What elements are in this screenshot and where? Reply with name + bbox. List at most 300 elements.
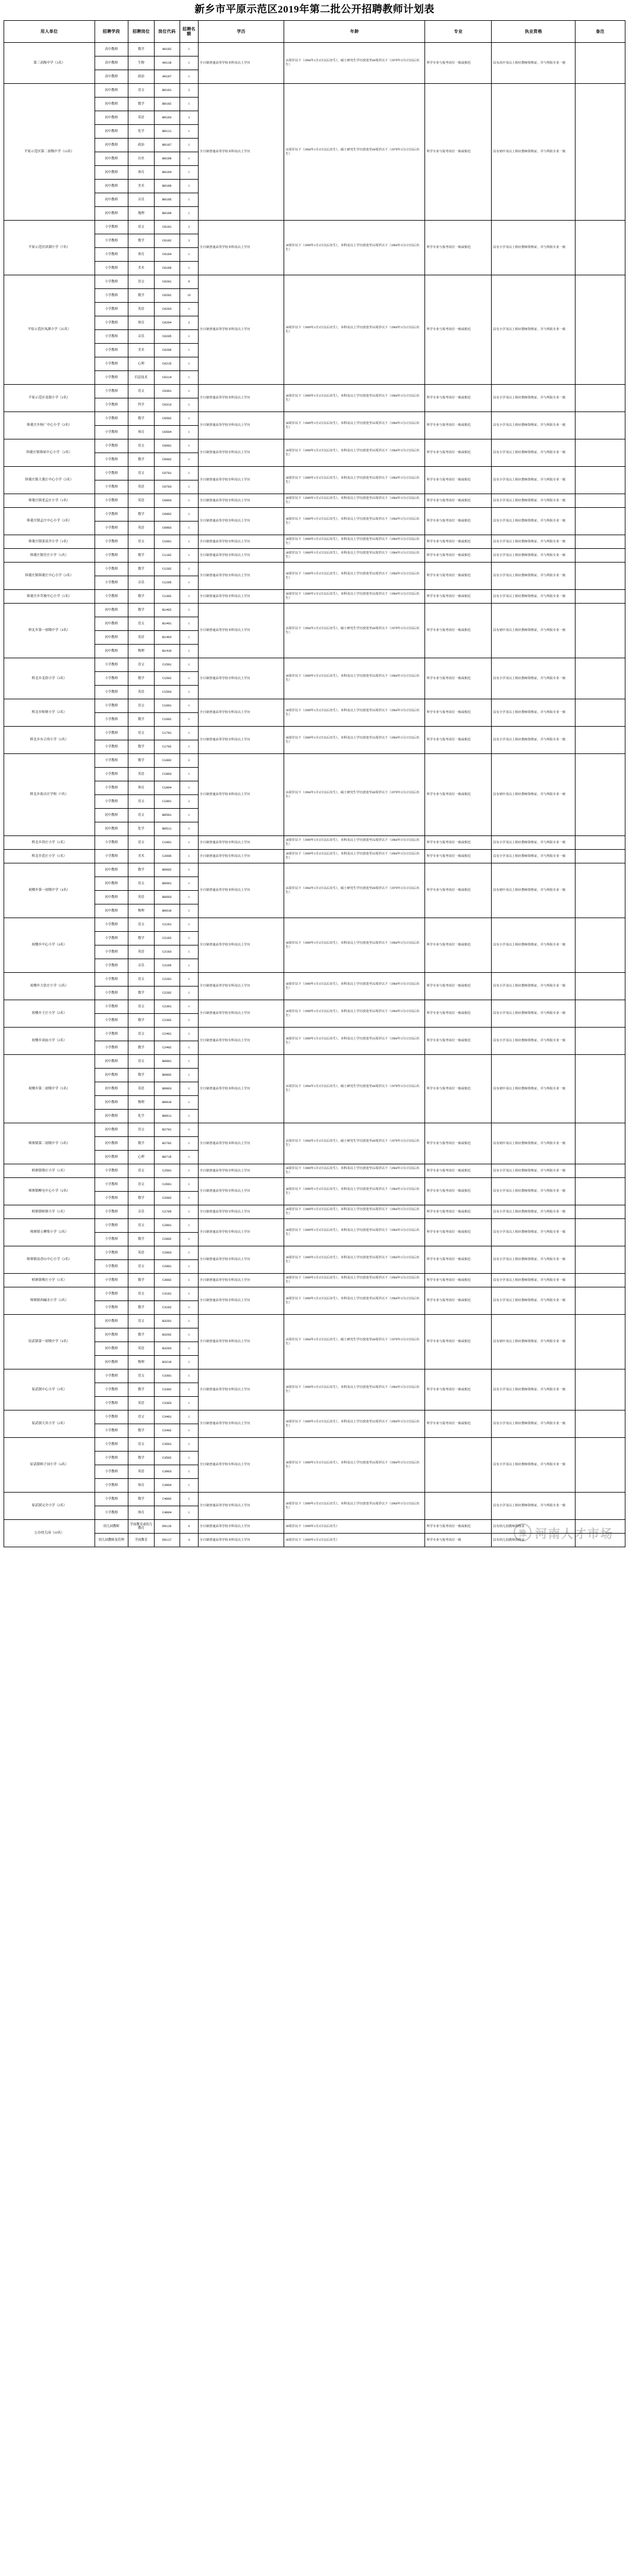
cell-note xyxy=(575,84,625,221)
cell-teaching-stage: 小学教师 xyxy=(95,262,128,275)
cell-position: 数学 xyxy=(128,1424,154,1438)
cell-certificate: 具有小学及以上相应教师资格证，并与所报专业一致 xyxy=(492,439,575,467)
cell-position: 英语 xyxy=(128,1082,154,1096)
cell-education: 全日制普通高等学校专科及以上学历 xyxy=(199,1520,284,1534)
cell-age: 30周岁以下（1989年1月1日以后出生），本科及以上学历放宽至35周岁以下（1984年1月1日以后出生） xyxy=(284,221,425,275)
cell-certificate: 具有高中及以上相应教师资格证，并与所报专业一致 xyxy=(492,43,575,84)
col-header-cert: 执业资格 xyxy=(492,21,575,43)
cell-position: 数学 xyxy=(128,508,154,522)
cell-position: 生物 xyxy=(128,56,154,70)
cell-teaching-stage: 初中教师 xyxy=(95,139,128,152)
cell-age: 30周岁以下（1989年1月1日以后出生），本科及以上学历放宽至35周岁以下（1984年1月1日以后出生） xyxy=(284,658,425,699)
table-row xyxy=(4,604,625,617)
cell-age: 35周岁以下（1984年1月1日以后出生），硕士研究生学历放宽至40周岁以下（1979年1月1日以后出生） xyxy=(284,1123,425,1164)
cell-position: 语文 xyxy=(128,385,154,398)
cell-position: 音乐 xyxy=(128,959,154,973)
cell-position: 英语 xyxy=(128,1397,154,1410)
table-row xyxy=(4,549,625,563)
cell-quota: 1 xyxy=(180,1493,198,1506)
cell-quota: 1 xyxy=(180,1260,198,1274)
watermark-brand: 河南人才市场 xyxy=(535,1527,614,1541)
cell-certificate: 具有小学及以上相应教师资格证，并与所报专业一致 xyxy=(492,1369,575,1410)
col-header-stage: 招聘学段 xyxy=(95,21,128,43)
cell-teaching-stage: 初中教师 xyxy=(95,1315,128,1328)
cell-position-code: C2903 xyxy=(154,1246,180,1260)
cell-age: 30周岁以下（1989年1月1日以后出生），本科及以上学历放宽至35周岁以下（1984年1月1日以后出生） xyxy=(284,563,425,590)
cell-education: 全日制普通高等学校专科及以上学历 xyxy=(199,918,284,973)
cell-position: 数学 xyxy=(128,549,154,563)
cell-position: 数学 xyxy=(128,604,154,617)
cell-position: 音乐 xyxy=(128,193,154,207)
cell-certificate: 具有小学及以上相应教师资格证，并与所报专业一致 xyxy=(492,221,575,275)
cell-major: 所学专业与报考岗位一致或相近 xyxy=(425,1028,492,1055)
table-row xyxy=(4,850,625,863)
cell-position: 英语 xyxy=(128,945,154,959)
cell-age: 30周岁以下（1989年1月1日以后出生），本科及以上学历放宽至35周岁以下（1984年1月1日以后出生） xyxy=(284,385,425,412)
cell-education: 全日制普通高等学校本科及以上学历 xyxy=(199,754,284,836)
cell-major: 所学专业与报考岗位一致或相近 xyxy=(425,84,492,221)
cell-position: 语文 xyxy=(128,439,154,453)
cell-teaching-stage: 小学教师 xyxy=(95,494,128,508)
cell-teaching-stage: 小学教师 xyxy=(95,1274,128,1287)
cell-employer-unit: 原武镇师子岗小学（4名） xyxy=(4,1438,95,1493)
cell-position-code: C2102 xyxy=(154,932,180,945)
cell-position: 心理 xyxy=(128,357,154,371)
cell-quota: 1 xyxy=(180,1233,198,1246)
cell-education: 全日制普通高等学校专科及以上学历 xyxy=(199,535,284,549)
cell-certificate: 具有小学及以上相应教师资格证，并与所报专业一致 xyxy=(492,590,575,604)
cell-position-code: C0902 xyxy=(154,508,180,522)
cell-position: 信息技术 xyxy=(128,371,154,385)
cell-quota: 6 xyxy=(180,1520,198,1534)
cell-education: 全日制普通高等学校专科及以上学历 xyxy=(199,549,284,563)
cell-position: 历史 xyxy=(128,152,154,166)
cell-position-code: C3002 xyxy=(154,1274,180,1287)
cell-employer-unit: 原武镇第一初级中学（4名） xyxy=(4,1315,95,1369)
cell-position: 语文 xyxy=(128,1219,154,1233)
cell-quota: 1 xyxy=(180,727,198,740)
cell-quota: 2 xyxy=(180,754,198,768)
cell-note xyxy=(575,1274,625,1287)
cell-education: 全日制普通高等学校专科及以上学历 xyxy=(199,590,284,604)
cell-position: 科学 xyxy=(128,398,154,412)
cell-position: 语文 xyxy=(128,836,154,850)
cell-age: 35周岁以下（1984年1月1日以后出生），硕士研究生学历放宽至40周岁以下（1979年1月1日以后出生） xyxy=(284,84,425,221)
cell-position: 数学 xyxy=(128,1301,154,1315)
cell-quota: 1 xyxy=(180,1178,198,1192)
cell-teaching-stage: 小学教师 xyxy=(95,1246,128,1260)
cell-position: 语文 xyxy=(128,877,154,891)
cell-position: 数学 xyxy=(128,1014,154,1028)
cell-position: 英语 xyxy=(128,1342,154,1356)
cell-teaching-stage: 小学教师 xyxy=(95,1041,128,1055)
recruitment-plan-table xyxy=(4,20,625,1547)
cell-quota: 1 xyxy=(180,412,198,426)
cell-teaching-stage: 小学教师 xyxy=(95,1219,128,1233)
cell-position: 语文 xyxy=(128,1287,154,1301)
cell-education: 全日制普通高等学校专科及以上学历 xyxy=(199,727,284,754)
cell-major: 所学专业与报考岗位一致或相近 xyxy=(425,1410,492,1438)
cell-quota: 1 xyxy=(180,1110,198,1123)
cell-teaching-stage: 幼儿园教师及管理 xyxy=(95,1534,128,1547)
cell-certificate: 具有初中及以上相应教师资格证，并与所报专业一致 xyxy=(492,84,575,221)
cell-position: 数学 xyxy=(128,740,154,754)
cell-position: 体育 xyxy=(128,1479,154,1493)
cell-position: 英语 xyxy=(128,686,154,699)
cell-age: 30周岁以下（1989年1月1日以后出生），本科及以上学历放宽至35周岁以下（1984年1月1日以后出生） xyxy=(284,467,425,494)
cell-teaching-stage: 小学教师 xyxy=(95,1369,128,1383)
cell-position: 学前教育或幼儿教育 xyxy=(128,1520,154,1534)
cell-position-code: C0803 xyxy=(154,494,180,508)
cell-teaching-stage: 小学教师 xyxy=(95,316,128,330)
cell-certificate: 具有初中及以上相应教师资格证，并与所报专业一致 xyxy=(492,863,575,918)
cell-position-code: C3101 xyxy=(154,1287,180,1301)
cell-position: 体育 xyxy=(128,316,154,330)
cell-position: 美术 xyxy=(128,262,154,275)
cell-position-code: C3303 xyxy=(154,1397,180,1410)
cell-quota: 1 xyxy=(180,357,198,371)
cell-employer-unit: 师寨镇五柳集小学（2名） xyxy=(4,1219,95,1246)
cell-position: 语文 xyxy=(128,809,154,822)
table-row xyxy=(4,84,625,98)
cell-age: 30周岁以下（1989年1月1日以后出生），本科及以上学历放宽至35周岁以下（1984年1月1日以后出生） xyxy=(284,1000,425,1028)
cell-position-code: C0903 xyxy=(154,522,180,535)
cell-quota: 1 xyxy=(180,426,198,439)
cell-quota: 1 xyxy=(180,1014,198,1028)
cell-position-code: C2601 xyxy=(154,1178,180,1192)
cell-teaching-stage: 小学教师 xyxy=(95,1205,128,1219)
cell-teaching-stage: 初中教师 xyxy=(95,1151,128,1164)
cell-major: 所学专业与报考岗位一致或相近 xyxy=(425,863,492,918)
watermark-logo-icon: 豫 xyxy=(514,1523,531,1541)
cell-education: 全日制普通高等学校专科及以上学历 xyxy=(199,1178,284,1205)
cell-position-code: C0214 xyxy=(154,371,180,385)
cell-position: 数学 xyxy=(128,453,154,467)
cell-age: 30周岁以下（1989年1月1日以后出生），本科及以上学历放宽至35周岁以下（1984年1月1日以后出生） xyxy=(284,850,425,863)
cell-quota: 1 xyxy=(180,522,198,535)
cell-note xyxy=(575,863,625,918)
cell-quota: 1 xyxy=(180,494,198,508)
cell-position: 美术 xyxy=(128,344,154,357)
cell-major: 所学专业与报考岗位一致或相近 xyxy=(425,467,492,494)
cell-age: 30周岁以下（1989年1月1日以后出生），本科及以上学历放宽至35周岁以下（1984年1月1日以后出生） xyxy=(284,1205,425,1219)
cell-education: 全日制普通高等学校专科及以上学历 xyxy=(199,412,284,439)
cell-education: 全日制普通高等学校专科及以上学历 xyxy=(199,1246,284,1274)
cell-note xyxy=(575,658,625,699)
cell-certificate: 具有小学及以上相应教师资格证，并与所报专业一致 xyxy=(492,1438,575,1493)
cell-teaching-stage: 小学教师 xyxy=(95,768,128,781)
cell-position-code: C2103 xyxy=(154,945,180,959)
cell-education: 全日制普通高等学校专科及以上学历 xyxy=(199,1219,284,1246)
cell-quota: 1 xyxy=(180,1096,198,1110)
cell-position: 语文 xyxy=(128,1260,154,1274)
cell-certificate: 具有小学及以上相应教师资格证，并与所报专业一致 xyxy=(492,1205,575,1219)
cell-teaching-stage: 高中教师 xyxy=(95,56,128,70)
cell-position-code: B0111 xyxy=(154,125,180,139)
cell-position: 语文 xyxy=(128,84,154,98)
cell-quota: 1 xyxy=(180,631,198,645)
cell-note xyxy=(575,727,625,754)
cell-teaching-stage: 小学教师 xyxy=(95,1028,128,1041)
cell-teaching-stage: 初中教师 xyxy=(95,604,128,617)
cell-employer-unit: 原武镇完全小学（2名） xyxy=(4,1493,95,1520)
cell-position: 政治 xyxy=(128,70,154,84)
cell-position: 物理 xyxy=(128,1096,154,1110)
cell-note xyxy=(575,467,625,494)
cell-note xyxy=(575,1178,625,1205)
cell-certificate: 具有幼儿园教师资格证 xyxy=(492,1534,575,1547)
cell-quota: 1 xyxy=(180,781,198,795)
cell-education: 全日制普通高等学校专科及以上学历 xyxy=(199,850,284,863)
cell-teaching-stage: 高中教师 xyxy=(95,70,128,84)
cell-teaching-stage: 小学教师 xyxy=(95,1192,128,1205)
cell-teaching-stage: 小学教师 xyxy=(95,1438,128,1452)
cell-quota: 1 xyxy=(180,1438,198,1452)
cell-teaching-stage: 初中教师 xyxy=(95,904,128,918)
cell-employer-unit: 师寨镇南香山中心小学（2名） xyxy=(4,1246,95,1274)
cell-quota: 1 xyxy=(180,98,198,111)
cell-certificate: 具有小学及以上相应教师资格证，并与所报专业一致 xyxy=(492,836,575,850)
cell-position-code: B0511 xyxy=(154,822,180,836)
cell-quota: 1 xyxy=(180,932,198,945)
table-row xyxy=(4,1369,625,1383)
col-header-quota: 招聘名额 xyxy=(180,21,198,43)
cell-note xyxy=(575,1493,625,1520)
cell-certificate: 具有小学及以上相应教师资格证，并与所报专业一致 xyxy=(492,1274,575,1287)
cell-note xyxy=(575,221,625,275)
cell-quota: 1 xyxy=(180,918,198,932)
cell-position-code: B3210 xyxy=(154,1356,180,1369)
cell-note xyxy=(575,1123,625,1164)
table-row xyxy=(4,754,625,768)
cell-quota: 1 xyxy=(180,139,198,152)
table-row xyxy=(4,467,625,480)
cell-position: 语文 xyxy=(128,535,154,549)
cell-quota: 1 xyxy=(180,1274,198,1287)
cell-quota: 1 xyxy=(180,1342,198,1356)
cell-note xyxy=(575,918,625,973)
cell-quota: 1 xyxy=(180,385,198,398)
cell-employer-unit: 祝楼乡中心小学（4名） xyxy=(4,918,95,973)
cell-position: 语文 xyxy=(128,1123,154,1137)
cell-age: 35周岁以下（1984年1月1日以后出生），硕士研究生学历放宽至40周岁以下（1979年1月1日以后出生） xyxy=(284,1055,425,1123)
cell-certificate: 具有小学及以上相应教师资格证，并与所报专业一致 xyxy=(492,850,575,863)
cell-major: 所学专业与报考岗位一致或相近 xyxy=(425,43,492,84)
cell-note xyxy=(575,590,625,604)
cell-employer-unit: 桥北乡师寨小学（2名） xyxy=(4,699,95,727)
cell-certificate: 具有小学及以上相应教师资格证，并与所报专业一致 xyxy=(492,658,575,699)
cell-quota: 1 xyxy=(180,645,198,658)
cell-position: 化学 xyxy=(128,1110,154,1123)
cell-certificate: 具有小学及以上相应教师资格证，并与所报专业一致 xyxy=(492,699,575,727)
cell-note xyxy=(575,973,625,1000)
cell-certificate: 具有小学及以上相应教师资格证，并与所报专业一致 xyxy=(492,508,575,535)
cell-teaching-stage: 小学教师 xyxy=(95,549,128,563)
cell-age: 35周岁以下（1984年1月1日以后出生），硕士研究生学历放宽至40周岁以下（1979年1月1日以后出生） xyxy=(284,863,425,918)
cell-position: 化学 xyxy=(128,125,154,139)
cell-quota: 1 xyxy=(180,1287,198,1301)
cell-certificate: 具有初中及以上相应教师资格证，并与所报专业一致 xyxy=(492,1123,575,1164)
cell-teaching-stage: 小学教师 xyxy=(95,330,128,344)
cell-position: 数学 xyxy=(128,1192,154,1205)
cell-teaching-stage: 初中教师 xyxy=(95,1055,128,1069)
cell-position: 英语 xyxy=(128,891,154,904)
cell-quota: 1 xyxy=(180,822,198,836)
cell-position-code: B0602 xyxy=(154,863,180,877)
cell-quota: 8 xyxy=(180,275,198,289)
cell-major: 所学专业与报考岗位一致或相近 xyxy=(425,1287,492,1315)
cell-major: 所学专业与报考岗位一致或相近 xyxy=(425,973,492,1000)
cell-education: 全日制普通高等学校专科及以上学历 xyxy=(199,494,284,508)
cell-quota: 1 xyxy=(180,193,198,207)
cell-employer-unit: 公办幼儿园（10名） xyxy=(4,1520,95,1547)
cell-age: 30周岁以下（1989年1月1日以后出生），本科及以上学历放宽至35周岁以下（1984年1月1日以后出生） xyxy=(284,1287,425,1315)
cell-teaching-stage: 初中教师 xyxy=(95,1123,128,1137)
cell-teaching-stage: 小学教师 xyxy=(95,412,128,426)
cell-position-code: C1804 xyxy=(154,781,180,795)
cell-position-code: B0501 xyxy=(154,809,180,822)
cell-position: 英语 xyxy=(128,480,154,494)
cell-education: 全日制普通高等学校本科及以上学历 xyxy=(199,863,284,918)
table-row xyxy=(4,1205,625,1219)
cell-position-code: C0204 xyxy=(154,316,180,330)
cell-position-code: C0202 xyxy=(154,289,180,303)
cell-position: 数学 xyxy=(128,672,154,686)
cell-note xyxy=(575,836,625,850)
cell-position: 美术 xyxy=(128,180,154,193)
cell-employer-unit: 韩董庄镇韩屋中心小学 （2名） xyxy=(4,439,95,467)
cell-position-code: C3102 xyxy=(154,1301,180,1315)
cell-teaching-stage: 小学教师 xyxy=(95,1452,128,1465)
cell-teaching-stage: 小学教师 xyxy=(95,275,128,289)
cell-employer-unit: 师寨镇蔡庄小学（1名） xyxy=(4,1164,95,1178)
cell-position: 数学 xyxy=(128,590,154,604)
cell-position-code: C0205 xyxy=(154,330,180,344)
cell-position: 数学 xyxy=(128,1328,154,1342)
cell-position: 数学 xyxy=(128,1493,154,1506)
cell-major: 所学专业与报考岗位一致或相近 xyxy=(425,439,492,467)
cell-position-code: B0104 xyxy=(154,166,180,180)
cell-teaching-stage: 小学教师 xyxy=(95,289,128,303)
cell-position-code: B0101 xyxy=(154,84,180,98)
cell-teaching-stage: 小学教师 xyxy=(95,686,128,699)
cell-note xyxy=(575,699,625,727)
cell-teaching-stage: 初中教师 xyxy=(95,207,128,221)
cell-quota: 3 xyxy=(180,111,198,125)
cell-quota: 1 xyxy=(180,863,198,877)
cell-position: 数学 xyxy=(128,987,154,1000)
cell-position-code: C0701 xyxy=(154,467,180,480)
cell-quota: 1 xyxy=(180,1192,198,1205)
cell-quota: 1 xyxy=(180,371,198,385)
cell-quota: 4 xyxy=(180,1534,198,1547)
cell-position-code: B3201 xyxy=(154,1315,180,1328)
cell-position: 数学 xyxy=(128,234,154,248)
cell-certificate: 具有初中及以上相应教师资格证，并与所报专业一致 xyxy=(492,1055,575,1123)
cell-position-code: C2402 xyxy=(154,1041,180,1055)
cell-quota: 1 xyxy=(180,1315,198,1328)
cell-position-code: B0610 xyxy=(154,904,180,918)
cell-education: 全日制普通高等学校专科及以上学历 xyxy=(199,1493,284,1520)
table-row xyxy=(4,863,625,877)
cell-position-code: B0802 xyxy=(154,1069,180,1082)
cell-major: 所学专业与报考岗位一致或相近 xyxy=(425,1000,492,1028)
cell-employer-unit: 祝楼乡王庄小学（2名） xyxy=(4,1000,95,1028)
cell-teaching-stage: 初中教师 xyxy=(95,877,128,891)
cell-position-code: D0117 xyxy=(154,1534,180,1547)
cell-quota: 1 xyxy=(180,508,198,522)
cell-quota: 1 xyxy=(180,973,198,987)
cell-quota: 1 xyxy=(180,836,198,850)
cell-note xyxy=(575,1369,625,1410)
cell-quota: 1 xyxy=(180,576,198,590)
cell-note xyxy=(575,1520,625,1534)
cell-position: 语文 xyxy=(128,1164,154,1178)
cell-age: 30周岁以下（1989年1月1日以后出生） xyxy=(284,1534,425,1547)
cell-position-code: B3203 xyxy=(154,1342,180,1356)
cell-teaching-stage: 小学教师 xyxy=(95,1164,128,1178)
cell-position: 语文 xyxy=(128,658,154,672)
cell-quota: 1 xyxy=(180,563,198,576)
cell-position: 英语 xyxy=(128,1465,154,1479)
cell-note xyxy=(575,1287,625,1315)
cell-education: 全日制普通高等学校本科及以上学历 xyxy=(199,1534,284,1547)
cell-quota: 1 xyxy=(180,70,198,84)
cell-teaching-stage: 小学教师 xyxy=(95,973,128,987)
cell-education: 全日制普通高等学校专科及以上学历 xyxy=(199,836,284,850)
table-row xyxy=(4,1164,625,1178)
cell-teaching-stage: 小学教师 xyxy=(95,754,128,768)
page-title: 新乡市平原示范区2019年第二批公开招聘教师计划表 xyxy=(194,4,435,15)
cell-quota: 1 xyxy=(180,809,198,822)
cell-position-code: C1501 xyxy=(154,658,180,672)
cell-quota: 1 xyxy=(180,740,198,754)
col-header-edu: 学历 xyxy=(199,21,284,43)
cell-quota: 1 xyxy=(180,535,198,549)
cell-position-code: C4004 xyxy=(154,1506,180,1520)
cell-age: 30周岁以下（1989年1月1日以后出生），本科及以上学历放宽至35周岁以下（1984年1月1日以后出生） xyxy=(284,1028,425,1055)
cell-position-code: C0301 xyxy=(154,385,180,398)
cell-teaching-stage: 小学教师 xyxy=(95,1424,128,1438)
cell-quota: 1 xyxy=(180,152,198,166)
cell-quota: 1 xyxy=(180,1151,198,1164)
cell-employer-unit: 桥北乡范庄小学（1名） xyxy=(4,850,95,863)
cell-position-code: C3302 xyxy=(154,1383,180,1397)
cell-employer-unit: 桥北乡第一初级中学（4名） xyxy=(4,604,95,658)
cell-position-code: C2801 xyxy=(154,1219,180,1233)
cell-employer-unit: 桥北乡东合角小学（2名） xyxy=(4,727,95,754)
cell-major: 所学专业与报考岗位一致或相近 xyxy=(425,412,492,439)
cell-position: 体育 xyxy=(128,426,154,439)
table-row xyxy=(4,1055,625,1069)
cell-position-code: B0108 xyxy=(154,152,180,166)
cell-certificate: 具有小学及以上相应教师资格证，并与所报专业一致 xyxy=(492,467,575,494)
cell-age: 30周岁以下（1989年1月1日以后出生），本科及以上学历放宽至35周岁以下（1984年1月1日以后出生） xyxy=(284,590,425,604)
col-header-age: 年龄 xyxy=(284,21,425,43)
cell-education: 全日制普通高等学校专科及以上学历 xyxy=(199,467,284,494)
cell-teaching-stage: 小学教师 xyxy=(95,1465,128,1479)
table-row xyxy=(4,535,625,549)
cell-major: 所学专业与报考岗位一致或相近 xyxy=(425,535,492,549)
table-row xyxy=(4,385,625,398)
cell-position-code: B0105 xyxy=(154,193,180,207)
cell-position: 地理 xyxy=(128,207,154,221)
cell-position: 数学 xyxy=(128,98,154,111)
cell-certificate: 具有小学及以上相应教师资格证，并与所报专业一致 xyxy=(492,973,575,1000)
table-row xyxy=(4,1000,625,1014)
cell-position-code: C1601 xyxy=(154,699,180,713)
cell-position-code: B3202 xyxy=(154,1328,180,1342)
